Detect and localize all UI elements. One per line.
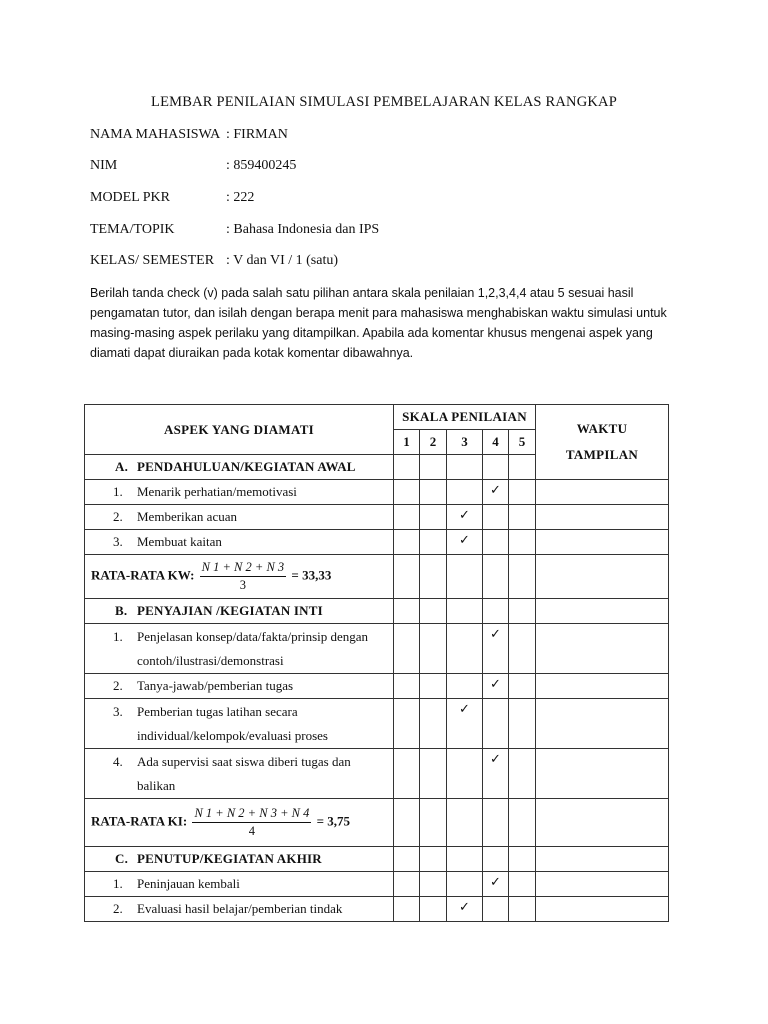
info-value: : Bahasa Indonesia dan IPS [226,222,380,237]
score-cell-1[interactable] [394,674,420,699]
score-cell-3[interactable] [447,749,483,799]
score-cell-1[interactable] [394,749,420,799]
instructions-line: masing-masing aspek perilaku yang ditampilkan. Apabila ada komentar khusus mengenai aspek yang [90,326,653,340]
check-icon: ✓ [459,899,470,914]
section-b-title: B. PENYAJIAN /KEGIATAN INTI [85,599,394,624]
waktu-cell[interactable] [536,699,669,749]
table-row [85,674,669,699]
score-cell-5[interactable] [509,505,536,530]
check-icon: ✓ [490,626,501,641]
instructions-line: Berilah tanda check (v) pada salah satu pilihan antara skala penilaian 1,2,3,4,4 atau 5 sesuai hasil [90,286,634,300]
score-cell-5[interactable] [509,480,536,505]
aspect-item: 2. Evaluasi hasil belajar/pemberian tindak [85,897,394,922]
score-cell-5[interactable] [509,530,536,555]
score-cell-4[interactable] [483,872,509,897]
score-cell-2[interactable] [420,872,447,897]
score-cell-4[interactable] [483,699,509,749]
score-cell-3[interactable] [447,872,483,897]
info-label: MODEL PKR [90,190,170,205]
score-cell-4[interactable] [483,674,509,699]
score-cell-2[interactable] [420,624,447,674]
aspect-item: 1. Penjelasan konsep/data/fakta/prinsip dengan contoh/ilustrasi/demonstrasi [85,624,394,674]
aspect-item: 2. Memberikan acuan [85,505,394,530]
scale-1-header: 1 [394,430,420,455]
info-value: : FIRMAN [226,127,288,142]
aspect-item: 4. Ada supervisi saat siswa diberi tugas dan balikan [85,749,394,799]
score-cell-1[interactable] [394,699,420,749]
check-icon: ✓ [490,874,501,889]
score-cell-1[interactable] [394,480,420,505]
waktu-header [536,405,669,480]
score-cell-3[interactable] [447,480,483,505]
score-cell-5[interactable] [509,897,536,922]
table-row [85,699,669,749]
score-cell-4[interactable] [483,624,509,674]
score-cell-2[interactable] [420,674,447,699]
score-cell-2[interactable] [420,897,447,922]
waktu-cell[interactable] [536,674,669,699]
aspect-item: 3. Pemberian tugas latihan secara individual/kelompok/evaluasi proses [85,699,394,749]
aspect-item: 1. Menarik perhatian/memotivasi [85,480,394,505]
info-label: NAMA MAHASISWA [90,127,221,142]
waktu-cell[interactable] [536,872,669,897]
table-row [85,505,669,530]
instructions-line: diamati dapat diuraikan pada kotak komentar dibawahnya. [90,346,414,360]
score-cell-3[interactable] [447,505,483,530]
score-cell-3[interactable] [447,897,483,922]
scale-3-header: 3 [447,430,483,455]
score-cell-4[interactable] [483,897,509,922]
aspect-item: 1. Peninjauan kembali [85,872,394,897]
score-cell-2[interactable] [420,480,447,505]
waktu-cell[interactable] [536,530,669,555]
rata-rata-ki: RATA-RATA KI: $\frac{N 1 + N 2 + N 3 + N 4}{4}$ = 3,75 [85,799,394,847]
scale-5-header: 5 [509,430,536,455]
waktu-header-line: WAKTU [576,421,628,436]
score-cell-2[interactable] [420,749,447,799]
score-cell-1[interactable] [394,624,420,674]
table-row [85,749,669,799]
score-cell-1[interactable] [394,530,420,555]
score-cell-3[interactable] [447,674,483,699]
info-label: NIM [90,158,118,173]
table-row [85,624,669,674]
table-row [85,897,669,922]
section-c-title: C. PENUTUP/KEGIATAN AKHIR [85,847,394,872]
waktu-header-line: TAMPILAN [565,447,639,462]
aspect-item: 3. Membuat kaitan [85,530,394,555]
score-cell-2[interactable] [420,505,447,530]
score-cell-5[interactable] [509,749,536,799]
score-cell-4[interactable] [483,530,509,555]
check-icon: ✓ [459,701,470,716]
info-label: TEMA/TOPIK [90,222,175,237]
section-a-title: A. PENDAHULUAN/KEGIATAN AWAL [85,455,394,480]
score-cell-5[interactable] [509,699,536,749]
check-icon: ✓ [459,507,470,522]
fraction: $\frac{N 1 + N 2 + N 3 + N 4}{4}$ [194,806,310,838]
check-icon: ✓ [490,676,501,691]
rata-rata-kw: RATA-RATA KW: $\frac{N 1 + N 2 + N 3}{3}$ = 33,33 [85,555,394,599]
score-cell-4[interactable] [483,505,509,530]
table-row [85,872,669,897]
score-cell-5[interactable] [509,624,536,674]
waktu-cell[interactable] [536,624,669,674]
check-icon: ✓ [490,482,501,497]
info-value: : V dan VI / 1 (satu) [226,253,338,268]
score-cell-1[interactable] [394,505,420,530]
table-row [85,530,669,555]
score-cell-3[interactable] [447,699,483,749]
info-value: : 222 [226,190,255,205]
instructions-line: pengamatan tutor, dan isilah dengan berapa menit para mahasiswa menghabiskan waktu simulasi untuk [90,306,667,320]
info-value: : 859400245 [226,158,297,173]
score-cell-4[interactable] [483,480,509,505]
score-cell-2[interactable] [420,699,447,749]
info-label: KELAS/ SEMESTER [90,253,215,268]
scale-4-header: 4 [483,430,509,455]
instructions-paragraph [90,283,675,363]
document-title: LEMBAR PENILAIAN SIMULASI PEMBELAJARAN KELAS RANGKAP [151,94,617,110]
score-cell-5[interactable] [509,872,536,897]
score-cell-5[interactable] [509,674,536,699]
score-cell-4[interactable] [483,749,509,799]
waktu-cell[interactable] [536,505,669,530]
score-cell-1[interactable] [394,897,420,922]
score-cell-1[interactable] [394,872,420,897]
check-icon: ✓ [459,532,470,547]
waktu-cell[interactable] [536,897,669,922]
waktu-cell[interactable] [536,480,669,505]
assessment-table [84,404,669,922]
skala-header: SKALA PENILAIAN [394,405,536,430]
score-cell-3[interactable] [447,624,483,674]
scale-2-header: 2 [420,430,447,455]
aspek-header: ASPEK YANG DIAMATI [85,405,394,455]
waktu-cell[interactable] [536,749,669,799]
fraction: $\frac{N 1 + N 2 + N 3}{3}$ [201,560,285,592]
check-icon: ✓ [490,751,501,766]
score-cell-2[interactable] [420,530,447,555]
score-cell-3[interactable] [447,530,483,555]
table-row [85,480,669,505]
aspect-item: 2. Tanya-jawab/pemberian tugas [85,674,394,699]
